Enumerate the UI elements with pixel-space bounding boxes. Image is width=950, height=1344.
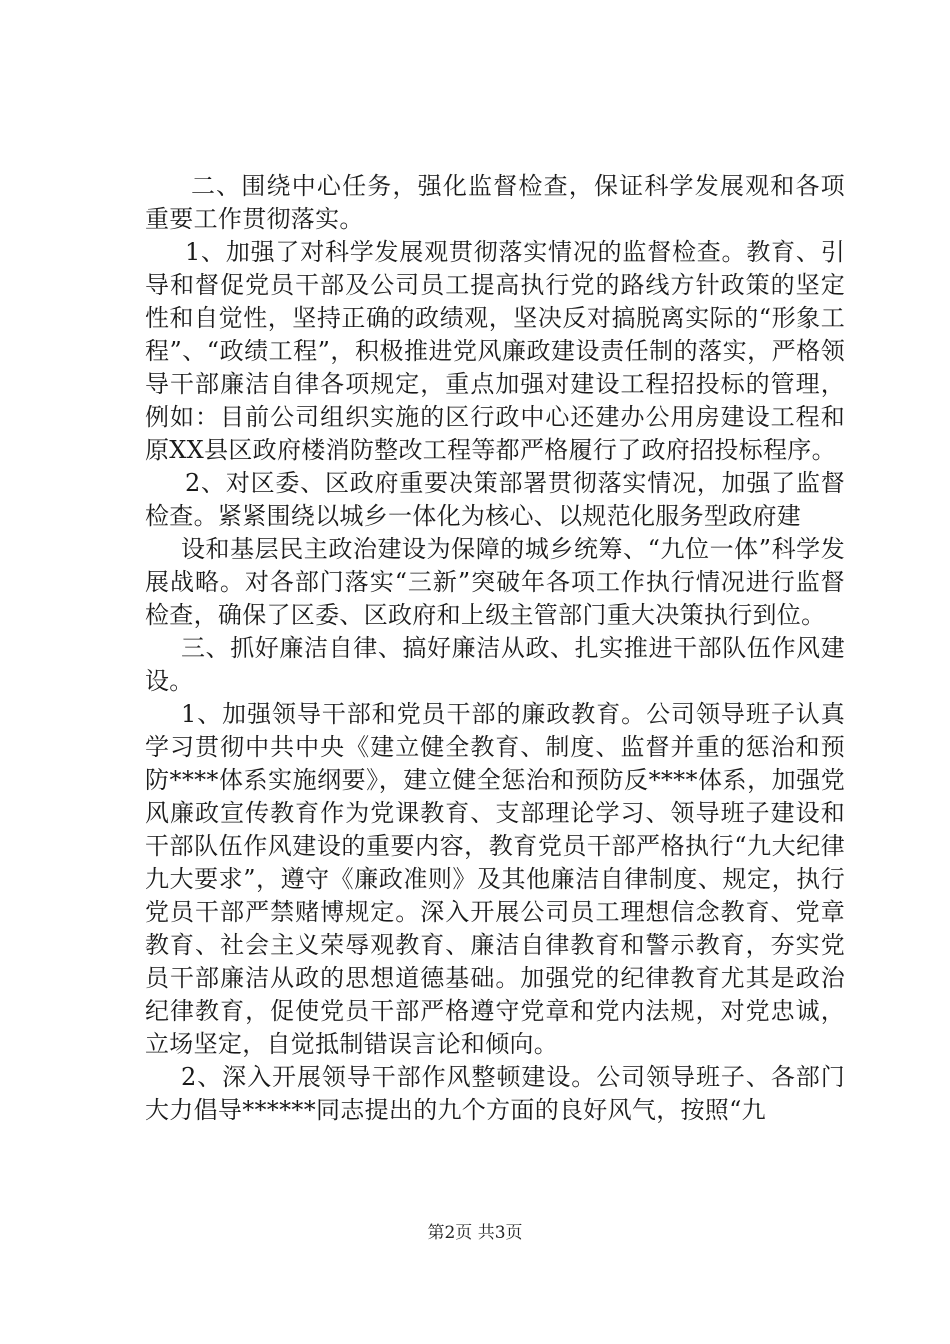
paragraph-continuation: 设和基层民主政治建设为保障的城乡统筹、“九位一体”科学发展战略。对各部门落实“三新”突破年各项工作执行情况进行监督检查，确保了区委、区政府和上级主管部门重大决策执行到位。 [145, 535, 845, 629]
document-body [145, 170, 845, 1127]
paragraph-item-1-b: 1、加强领导干部和党员干部的廉政教育。公司领导班子认真学习贯彻中共中央《建立健全教育、制度、监督并重的惩治和预防****体系实施纲要》，建立健全惩治和预防反****体系，加强党风廉政宣传教育作为党课教育、支部理论学习、领导班子建设和干部队伍作风建设的重要内容，教育党员干部严格执行“九大纪律九大要求”，遵守《廉政准则》及其他廉洁自律制度、规定，执行党员干部严禁赌博规定。深入开展公司员工理想信念教育、党章教育、社会主义荣辱观教育、廉洁自律教育和警示教育，夯实党员干部廉洁从政的思想道德基础。加强党的纪律教育尤其是政治纪律教育，促使党员干部严格遵守党章和党内法规，对党忠诚，立场坚定，自觉抵制错误言论和倾向。 [145, 700, 845, 1058]
section-heading-two: 二、围绕中心任务，强化监督检查，保证科学发展观和各项重要工作贯彻落实。 [145, 172, 845, 233]
paragraph-item-1: 1、加强了对科学发展观贯彻落实情况的监督检查。教育、引导和督促党员干部及公司员工提高执行党的路线方针政策的坚定性和自觉性，坚持正确的政绩观，坚决反对搞脱离实际的“形象工程”、“政绩工程”，积极推进党风廉政建设责任制的落实，严格领导干部廉洁自律各项规定，重点加强对建设工程招投标的管理，例如：目前公司组织实施的区行政中心还建办公用房建设工程和原XX县区政府楼消防整改工程等都严格履行了政府招投标程序。 [145, 238, 845, 464]
section-heading-three: 三、抓好廉洁自律、搞好廉洁从政、扎实推进干部队伍作风建设。 [145, 634, 845, 695]
page-number-footer: 第2页 共3页 [427, 1223, 523, 1243]
paragraph-item-2: 2、对区委、区政府重要决策部署贯彻落实情况，加强了监督检查。紧紧围绕以城乡一体化为核心、以规范化服务型政府建 [145, 469, 845, 530]
paragraph-item-2-b: 2、深入开展领导干部作风整顿建设。公司领导班子、各部门大力倡导******同志提出的九个方面的良好风气，按照“九 [145, 1063, 845, 1124]
